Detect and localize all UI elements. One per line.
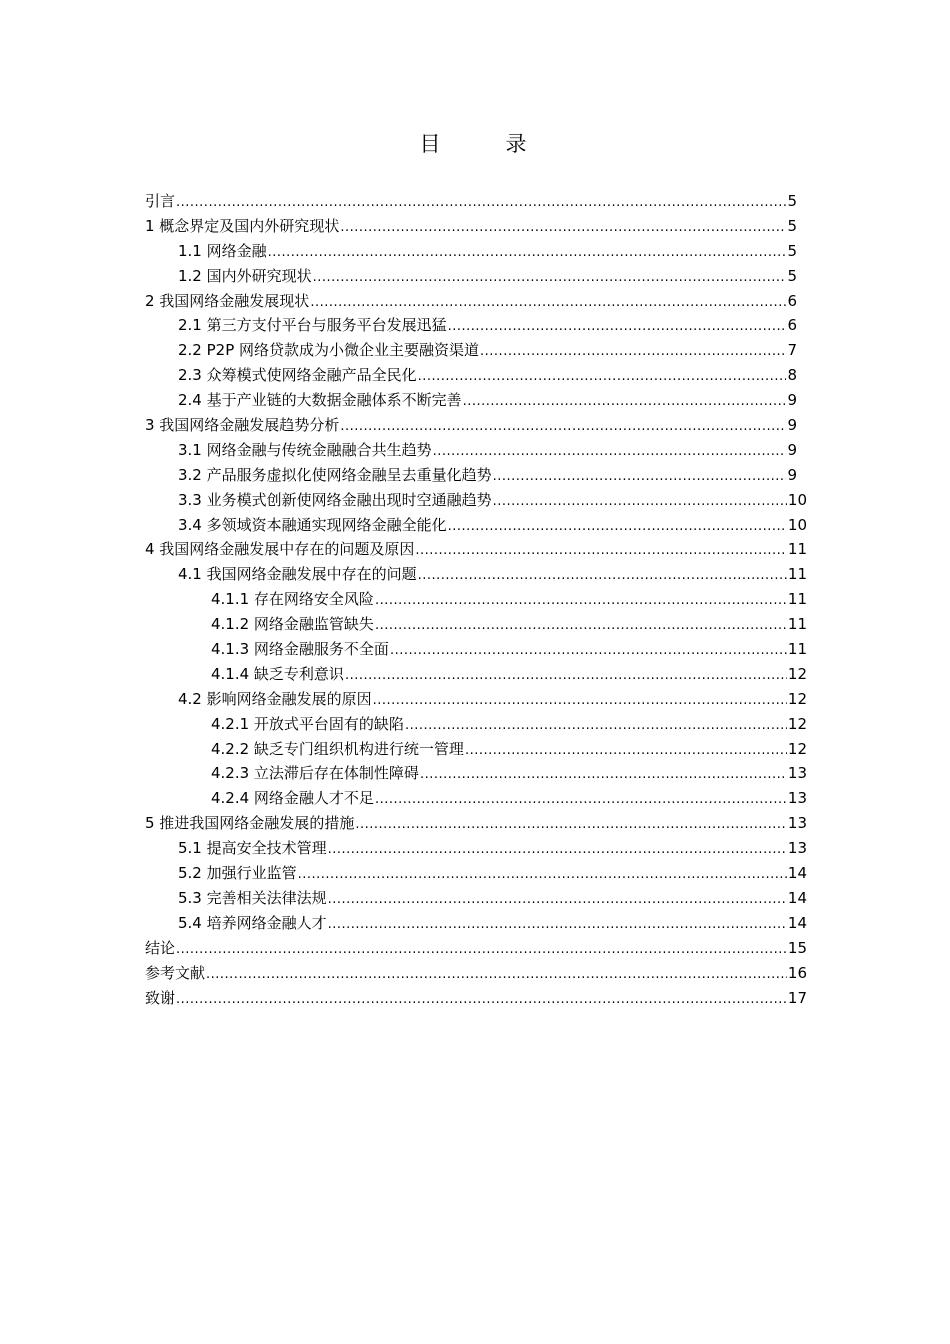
toc-entry-title: 4.2 影响网络金融发展的原因 [178, 689, 372, 708]
toc-entry[interactable] [145, 463, 807, 488]
toc-entry-title: 2.1 第三方支付平台与服务平台发展迅猛 [178, 316, 447, 335]
dot-leader [390, 639, 787, 664]
toc-entry[interactable] [145, 214, 807, 239]
dot-leader [268, 241, 787, 266]
toc-entry-page-number: 12 [787, 714, 807, 733]
dot-leader [375, 614, 787, 639]
toc-entry-page-number: 11 [787, 640, 807, 659]
toc-entry-title: 3.2 产品服务虚拟化使网络金融呈去重量化趋势 [178, 465, 492, 484]
toc-entry[interactable] [145, 562, 807, 587]
toc-entry[interactable] [145, 861, 807, 886]
toc-entry-title: 2.2 P2P 网络贷款成为小微企业主要融资渠道 [178, 341, 480, 360]
toc-entry[interactable] [145, 587, 807, 612]
toc-entry-page-number: 9 [787, 391, 797, 410]
dot-leader [465, 739, 787, 764]
toc-entry-title: 4 我国网络金融发展中存在的问题及原因 [145, 540, 415, 559]
toc-entry-title: 1.2 国内外研究现状 [178, 266, 312, 285]
dot-leader [418, 365, 787, 390]
toc-entry-title: 5 推进我国网络金融发展的措施 [145, 814, 355, 833]
dot-leader [375, 589, 787, 614]
toc-entry-title: 1.1 网络金融 [178, 241, 267, 260]
toc-entry-page-number: 6 [787, 316, 797, 335]
toc-entry[interactable] [145, 264, 807, 289]
toc-entry-title: 参考文献 [145, 963, 206, 982]
toc-entry[interactable] [145, 712, 807, 737]
toc-entry-title: 2 我国网络金融发展现状 [145, 291, 310, 310]
toc-entry-page-number: 17 [787, 988, 807, 1007]
dot-leader [328, 888, 787, 913]
toc-entry-title: 4.1.2 网络金融监管缺失 [211, 615, 374, 634]
dot-leader [176, 988, 787, 1013]
toc-entry-page-number: 6 [787, 291, 797, 310]
toc-entry[interactable] [145, 189, 807, 214]
toc-entry-page-number: 5 [787, 192, 797, 210]
dot-leader [310, 291, 786, 316]
dot-leader [420, 763, 787, 788]
toc-entry-page-number: 10 [787, 515, 807, 534]
toc-entry[interactable] [145, 612, 807, 637]
dot-leader [340, 415, 786, 440]
toc-entry-title: 3.4 多领域资本融通实现网络金融全能化 [178, 515, 447, 534]
toc-entry-title: 结论 [145, 938, 176, 957]
toc-entry-page-number: 8 [787, 366, 797, 385]
dot-leader [493, 465, 787, 490]
toc-entry-page-number: 9 [787, 440, 797, 459]
dot-leader [405, 714, 787, 739]
toc-entry-page-number: 13 [787, 789, 807, 808]
toc-entry-title: 2.3 众筹模式使网络金融产品全民化 [178, 366, 417, 385]
toc-entry-page-number: 10 [787, 490, 807, 509]
toc-entry-title: 引言 [145, 192, 176, 210]
dot-leader [176, 191, 786, 216]
dot-leader [493, 490, 787, 515]
toc-entry-page-number: 11 [787, 590, 807, 609]
toc-entry[interactable] [145, 836, 807, 861]
toc-entry-page-number: 13 [787, 814, 807, 833]
table-of-contents [145, 189, 807, 1010]
toc-entry[interactable] [145, 388, 807, 413]
dot-leader [373, 689, 787, 714]
toc-entry-page-number: 14 [787, 864, 807, 883]
toc-entry-title: 1 概念界定及国内外研究现状 [145, 216, 340, 235]
toc-entry-title: 4.2.3 立法滞后存在体制性障碍 [211, 764, 419, 783]
toc-entry-title: 4.2.2 缺乏专门组织机构进行统一管理 [211, 739, 464, 758]
dot-leader [176, 938, 787, 963]
dot-leader [206, 963, 787, 988]
toc-entry[interactable] [145, 289, 807, 314]
toc-entry[interactable] [145, 438, 807, 463]
toc-entry-title: 4.2.1 开放式平台固有的缺陷 [211, 714, 404, 733]
toc-entry[interactable] [145, 911, 807, 936]
dot-leader [433, 440, 787, 465]
toc-entry-title: 3 我国网络金融发展趋势分析 [145, 416, 340, 435]
toc-entry-page-number: 7 [787, 341, 797, 360]
toc-entry-page-number: 12 [787, 689, 807, 708]
toc-entry[interactable] [145, 313, 807, 338]
toc-entry-title: 4.2.4 网络金融人才不足 [211, 789, 374, 808]
toc-entry[interactable] [145, 737, 807, 762]
toc-entry-page-number: 13 [787, 839, 807, 858]
dot-leader [448, 515, 787, 540]
toc-entry[interactable] [145, 363, 807, 388]
toc-entry[interactable] [145, 886, 807, 911]
dot-leader [375, 788, 787, 813]
toc-entry-title: 5.3 完善相关法律法规 [178, 888, 327, 907]
dot-leader [345, 664, 787, 689]
toc-entry-page-number: 14 [787, 888, 807, 907]
toc-entry[interactable] [145, 662, 807, 687]
toc-entry-title: 4.1.4 缺乏专利意识 [211, 664, 344, 683]
toc-entry[interactable] [145, 239, 807, 264]
dot-leader [448, 315, 787, 340]
toc-entry-title: 5.1 提高安全技术管理 [178, 839, 327, 858]
page-title: 目 录 [419, 132, 549, 156]
toc-entry[interactable] [145, 488, 807, 513]
toc-entry-title: 3.1 网络金融与传统金融融合共生趋势 [178, 440, 432, 459]
dot-leader [355, 813, 787, 838]
toc-entry-title: 4.1.3 网络金融服务不全面 [211, 640, 389, 659]
toc-entry[interactable] [145, 986, 807, 1011]
toc-entry[interactable] [145, 537, 807, 562]
toc-entry-page-number: 5 [787, 266, 797, 285]
toc-entry-title: 4.1 我国网络金融发展中存在的问题 [178, 565, 417, 584]
dot-leader [328, 838, 787, 863]
toc-entry-page-number: 9 [787, 416, 797, 435]
toc-entry[interactable] [145, 786, 807, 811]
toc-entry[interactable] [145, 338, 807, 363]
toc-entry-page-number: 16 [787, 963, 807, 982]
toc-entry-page-number: 12 [787, 739, 807, 758]
toc-entry[interactable] [145, 811, 807, 836]
dot-leader [328, 913, 787, 938]
toc-entry-title: 4.1.1 存在网络安全风险 [211, 590, 374, 609]
toc-entry-title: 2.4 基于产业链的大数据金融体系不断完善 [178, 391, 462, 410]
toc-entry[interactable] [145, 513, 807, 538]
toc-entry-page-number: 14 [787, 913, 807, 932]
dot-leader [480, 340, 786, 365]
dot-leader [463, 390, 787, 415]
toc-entry[interactable] [145, 936, 807, 961]
toc-entry[interactable] [145, 637, 807, 662]
toc-entry[interactable] [145, 961, 807, 986]
dot-leader [415, 539, 787, 564]
toc-entry-page-number: 15 [787, 938, 807, 957]
toc-entry-title: 5.4 培养网络金融人才 [178, 913, 327, 932]
toc-entry-page-number: 11 [787, 615, 807, 634]
toc-entry-page-number: 11 [787, 565, 807, 584]
toc-entry[interactable] [145, 413, 807, 438]
toc-entry-title: 致谢 [145, 988, 176, 1007]
toc-entry-page-number: 5 [787, 216, 797, 235]
toc-entry-page-number: 12 [787, 664, 807, 683]
toc-entry-page-number: 5 [787, 241, 797, 260]
dot-leader [418, 564, 787, 589]
toc-entry[interactable] [145, 687, 807, 712]
dot-leader [313, 266, 787, 291]
toc-entry-page-number: 11 [787, 540, 807, 559]
toc-entry-page-number: 9 [787, 465, 797, 484]
toc-entry-title: 5.2 加强行业监管 [178, 864, 297, 883]
dot-leader [340, 216, 786, 241]
dot-leader [298, 863, 787, 888]
toc-entry[interactable] [145, 761, 807, 786]
toc-entry-page-number: 13 [787, 764, 807, 783]
toc-entry-title: 3.3 业务模式创新使网络金融出现时空通融趋势 [178, 490, 492, 509]
